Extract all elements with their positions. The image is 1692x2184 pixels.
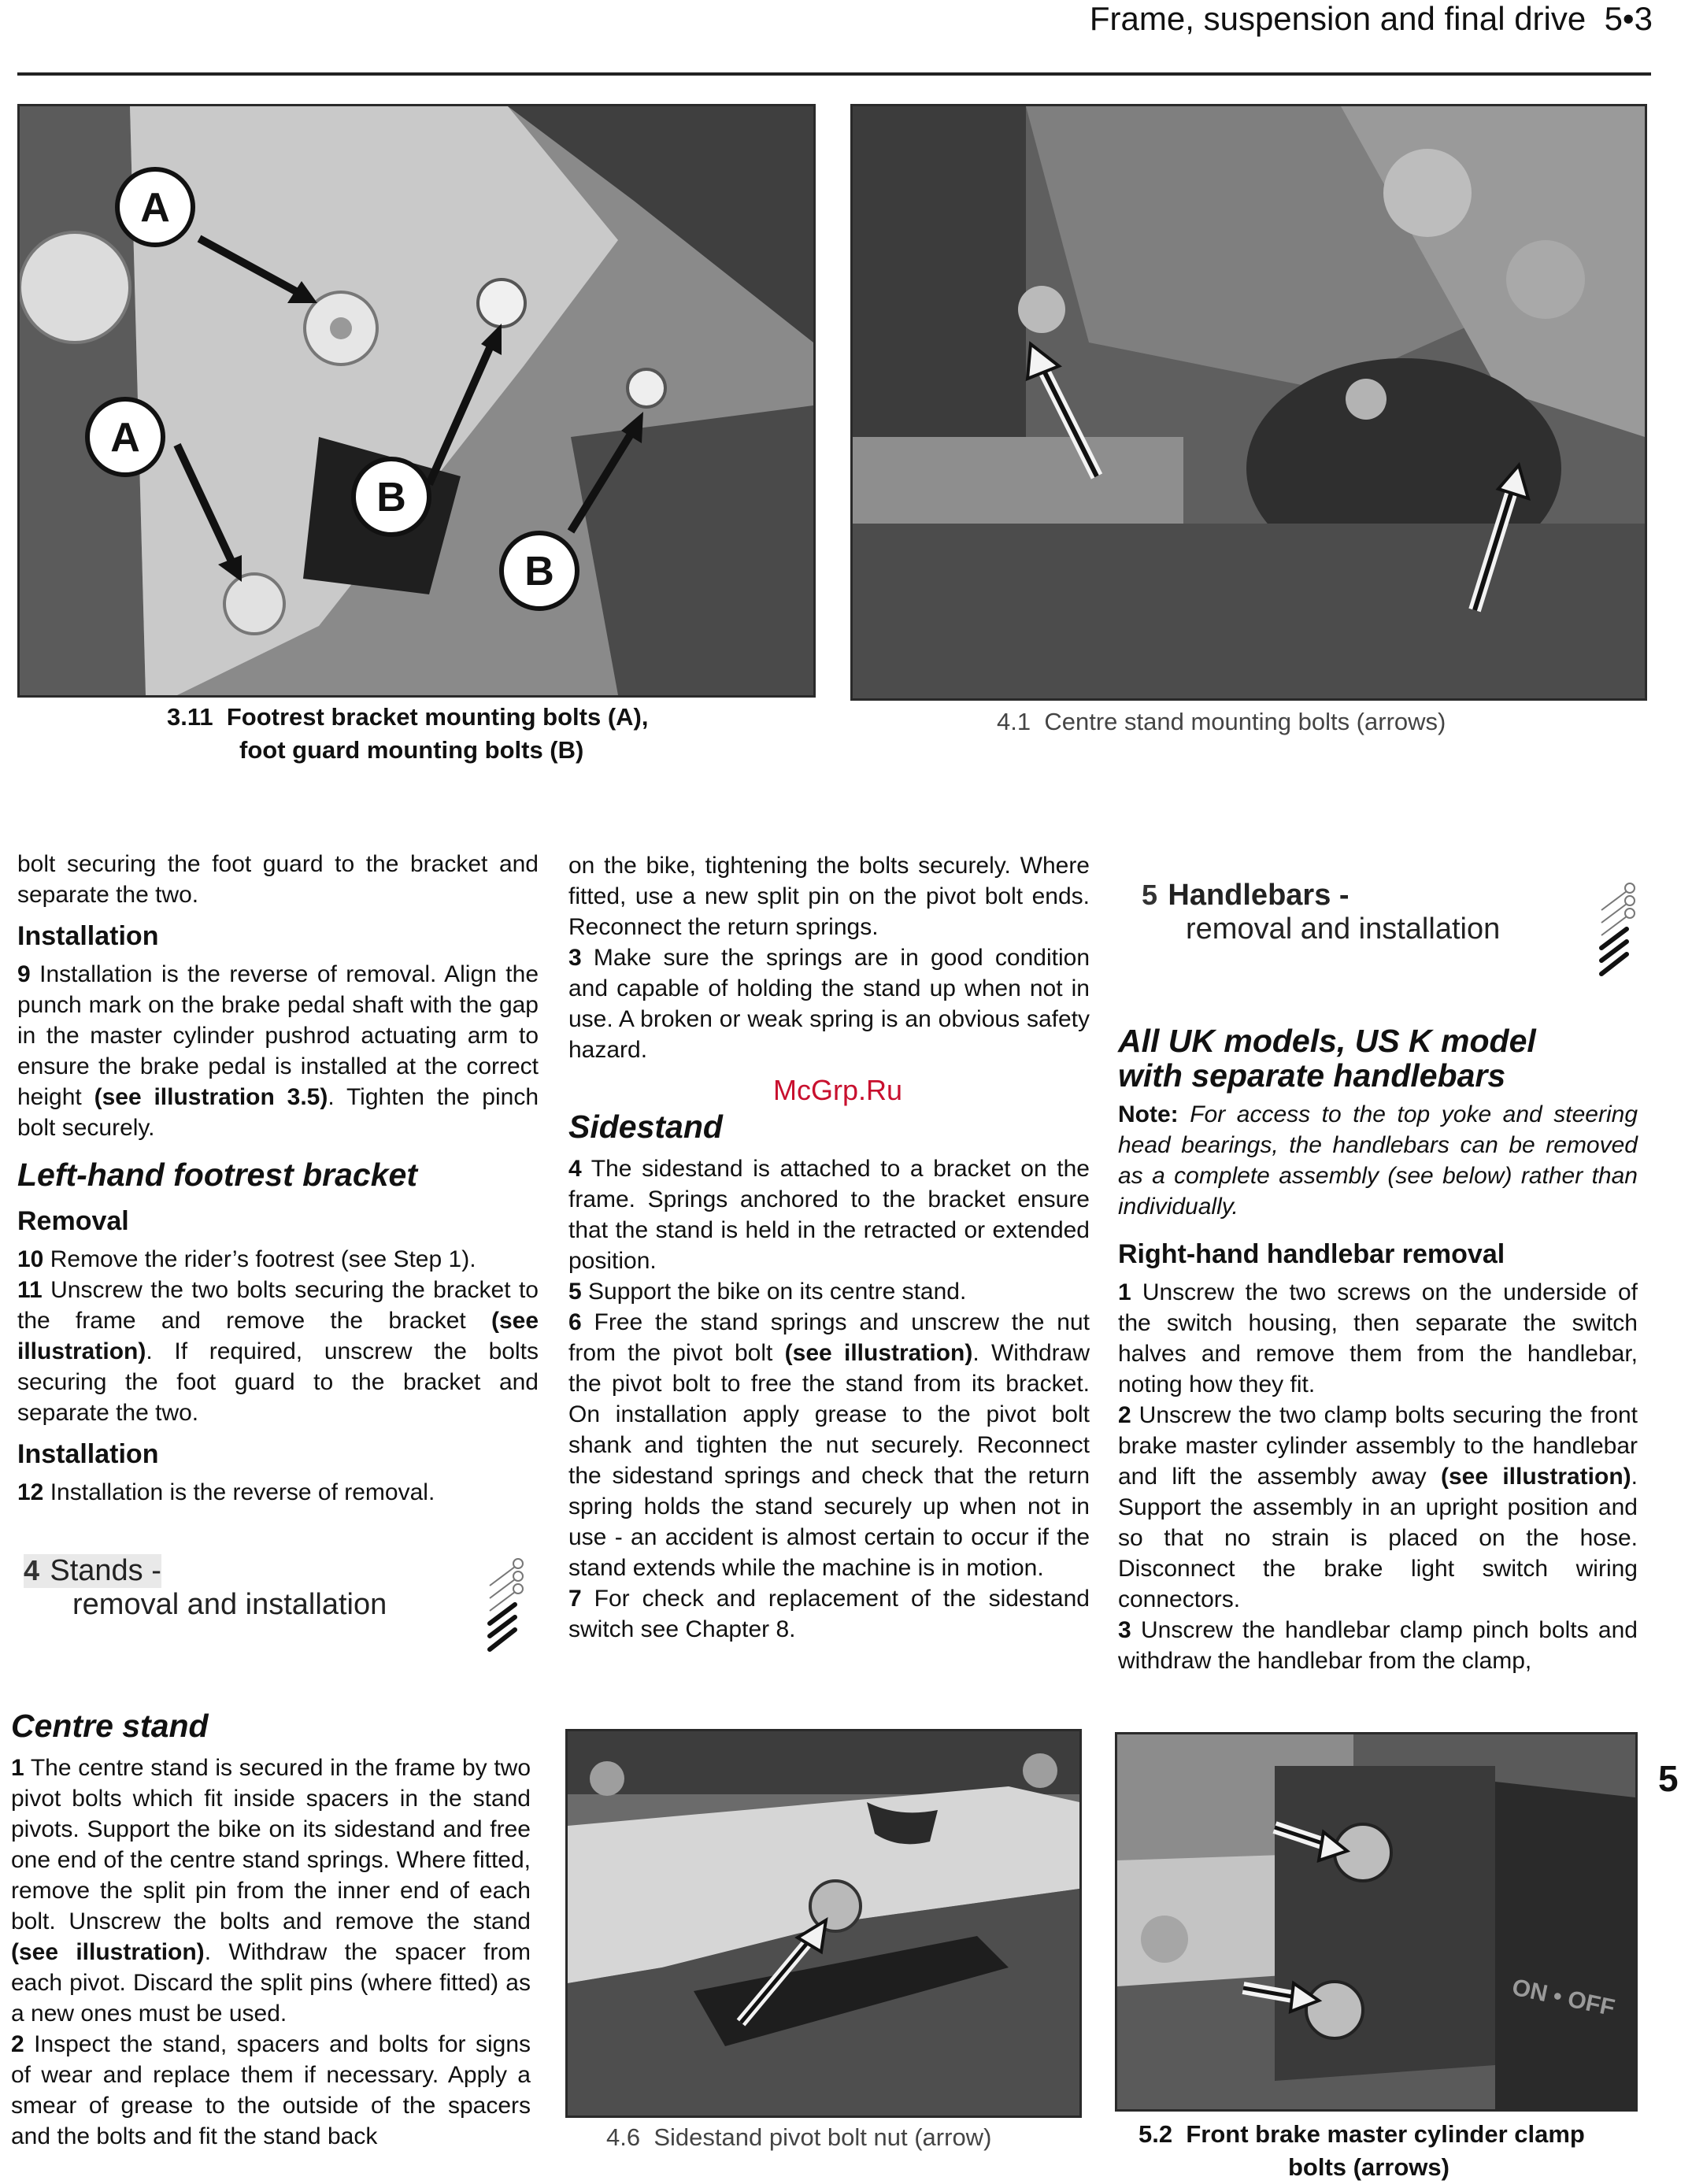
photo-5-2 bbox=[1115, 1732, 1638, 2112]
col1-step-11: 11 Unscrew the two bolts securing the bracket to the frame and remove the bracket (see illustration). If required, unscrew the bolts securing the foot guard to the bracket and separate the two. bbox=[17, 1277, 539, 1426]
header-rule bbox=[17, 72, 1651, 76]
photo-3-11-illustration bbox=[20, 106, 813, 695]
sidestand-step-5: 5 Support the bike on its centre stand. bbox=[568, 1279, 967, 1305]
col1-installation-heading: Installation bbox=[17, 921, 159, 951]
label-a-upper bbox=[117, 169, 193, 245]
rh-handlebar-heading: Right-hand handlebar removal bbox=[1118, 1239, 1505, 1269]
label-b-right bbox=[502, 533, 577, 609]
uk-models-heading: All UK models, US K model with separate handlebars bbox=[1118, 1023, 1536, 1094]
caption-5-2-number: 5.2 bbox=[1138, 2120, 1173, 2148]
handlebar-step-3: 3 Unscrew the handlebar clamp pinch bolts and withdraw the handlebar from the clamp, bbox=[1118, 1617, 1638, 1674]
label-a-lower bbox=[87, 399, 163, 475]
caption-3-11-number: 3.11 bbox=[167, 703, 213, 731]
section-4-heading bbox=[24, 1554, 528, 1622]
section-5-heading bbox=[1142, 879, 1583, 946]
caption-4-6 bbox=[606, 2121, 1079, 2154]
col1-step-12: 12 Installation is the reverse of removal. bbox=[17, 1479, 435, 1505]
caption-3-11 bbox=[167, 701, 813, 767]
sidestand-step-4: 4 The sidestand is attached to a bracket on the frame. Springs anchored to the bracket ensure that the stand is held in the retracted or extended position. bbox=[568, 1156, 1090, 1274]
difficulty-spanner-icon-4 bbox=[479, 1551, 526, 1653]
col1-step-10: 10 Remove the rider’s footrest (see Step 1). bbox=[17, 1246, 476, 1272]
column-2 bbox=[568, 850, 1090, 1645]
section-5-number: 5 bbox=[1142, 879, 1158, 911]
caption-4-1-number: 4.1 bbox=[997, 708, 1031, 735]
centre-stand-step-2: 2 Inspect the stand, spacers and bolts for signs of wear and replace them if necessary. Apply a smear of grease to the outside of the spacers and the bolts and fit the stand back bbox=[11, 2031, 531, 2149]
note: Note: For access to the top yoke and steering head bearings, the handlebars can be removed as a complete assembly (see below) rather than individually. bbox=[1118, 1101, 1638, 1220]
section-5-subtitle: removal and installation bbox=[1186, 912, 1501, 946]
caption-3-11-line1: Footrest bracket mounting bolts (A), bbox=[226, 703, 649, 731]
photo-4-6 bbox=[565, 1729, 1082, 2118]
col1-continuation: bolt securing the foot guard to the bracket and separate the two. bbox=[17, 851, 539, 908]
section-4-number: 4 bbox=[24, 1554, 40, 1586]
photo-4-1 bbox=[850, 104, 1647, 701]
section-4-title: Stands - bbox=[50, 1554, 161, 1587]
photo-4-6-illustration bbox=[568, 1731, 1079, 2116]
col2-step-3: 3 Make sure the springs are in good condition and capable of holding the stand up when not in use. A broken or weak spring is an obvious safety hazard. bbox=[568, 945, 1090, 1063]
photo-3-11 bbox=[17, 104, 816, 698]
sidestand-heading: Sidestand bbox=[568, 1109, 723, 1145]
caption-4-1-text: Centre stand mounting bolts (arrows) bbox=[1044, 708, 1446, 735]
caption-3-11-line2: foot guard mounting bolts (B) bbox=[239, 736, 584, 764]
col2-continuation: on the bike, tightening the bolts securely. Where fitted, use a new split pin on the pivot bolt ends. Reconnect the return springs. bbox=[568, 853, 1090, 940]
col1-removal-heading: Removal bbox=[17, 1206, 129, 1236]
photo-5-2-illustration bbox=[1117, 1734, 1635, 2109]
difficulty-spanner-icon-5 bbox=[1590, 875, 1638, 978]
handlebar-step-1: 1 Unscrew the two screws on the underside of the switch housing, then separate the switch halves and remove them from the handlebar, noting how they fit. bbox=[1118, 1279, 1638, 1397]
caption-5-2-line1: Front brake master cylinder clamp bbox=[1186, 2120, 1585, 2148]
centre-stand-heading: Centre stand bbox=[11, 1708, 209, 1744]
switch-label: ON • OFF bbox=[1509, 1974, 1617, 2022]
watermark: McGrp.Ru bbox=[773, 1074, 903, 1106]
chapter-tab: 5 bbox=[1658, 1758, 1679, 1799]
label-b-left bbox=[354, 459, 429, 535]
col1-step-9: 9 Installation is the reverse of removal. Align the punch mark on the brake pedal shaft with the gap in the master cylinder pushrod actuating arm to ensure the brake pedal is installed at the correct height (see illustration 3.5). Tighten the pinch bolt securely. bbox=[17, 961, 539, 1141]
sidestand-step-7: 7 For check and replacement of the sidestand switch see Chapter 8. bbox=[568, 1586, 1090, 1642]
svg-text:A: A bbox=[110, 415, 140, 461]
caption-5-2-line2: bolts (arrows) bbox=[1288, 2153, 1449, 2181]
col1-lh-footrest-heading: Left-hand footrest bracket bbox=[17, 1157, 417, 1193]
caption-5-2 bbox=[1138, 2118, 1642, 2184]
caption-4-1 bbox=[997, 705, 1642, 738]
svg-text:B: B bbox=[376, 475, 406, 520]
col1-installation2-heading: Installation bbox=[17, 1439, 159, 1469]
column-1-lower bbox=[11, 1705, 531, 2152]
handlebar-step-2: 2 Unscrew the two clamp bolts securing the front brake master cylinder assembly to the handlebar and lift the assembly away (see illustration). Support the assembly in an upright position and so that no strain is placed on the hose. Disconnect the brake light switch wiring connectors. bbox=[1118, 1402, 1638, 1612]
centre-stand-step-1: 1 The centre stand is secured in the frame by two pivot bolts which fit inside spacers in the stand pivots. Support the bike on its sidestand and free one end of the centre stand springs. Where fitted, remove the split pin from the inner end of each bolt. Unscrew the bolts and remove the stand (see illustration). Withdraw the spacer from each pivot. Discard the split pins (where fitted) as a new ones must be used. bbox=[11, 1755, 531, 2027]
section-4-subtitle: removal and installation bbox=[72, 1588, 387, 1621]
running-header bbox=[1090, 0, 1653, 38]
sidestand-step-6: 6 Free the stand springs and unscrew the nut from the pivot bolt (see illustration). Withdraw the pivot bolt to free the stand from its bracket. On installation apply grease to the pivot bolt shank and tighten the nut securely. Reconnect the sidestand springs and check that the return spring holds the stand securely up when not in use - an accident is almost certain to occur if the stand extends while the machine is in motion. bbox=[568, 1309, 1090, 1581]
caption-4-6-text: Sidestand pivot bolt nut (arrow) bbox=[653, 2123, 992, 2151]
column-1 bbox=[17, 849, 539, 1508]
svg-text:B: B bbox=[524, 549, 554, 594]
column-3 bbox=[1118, 1024, 1638, 1676]
caption-4-6-number: 4.6 bbox=[606, 2123, 641, 2151]
page-number: 5•3 bbox=[1604, 0, 1653, 37]
svg-text:A: A bbox=[140, 185, 170, 231]
photo-4-1-illustration bbox=[853, 106, 1645, 698]
header-title: Frame, suspension and final drive bbox=[1089, 0, 1586, 37]
section-5-title: Handlebars - bbox=[1168, 879, 1350, 912]
